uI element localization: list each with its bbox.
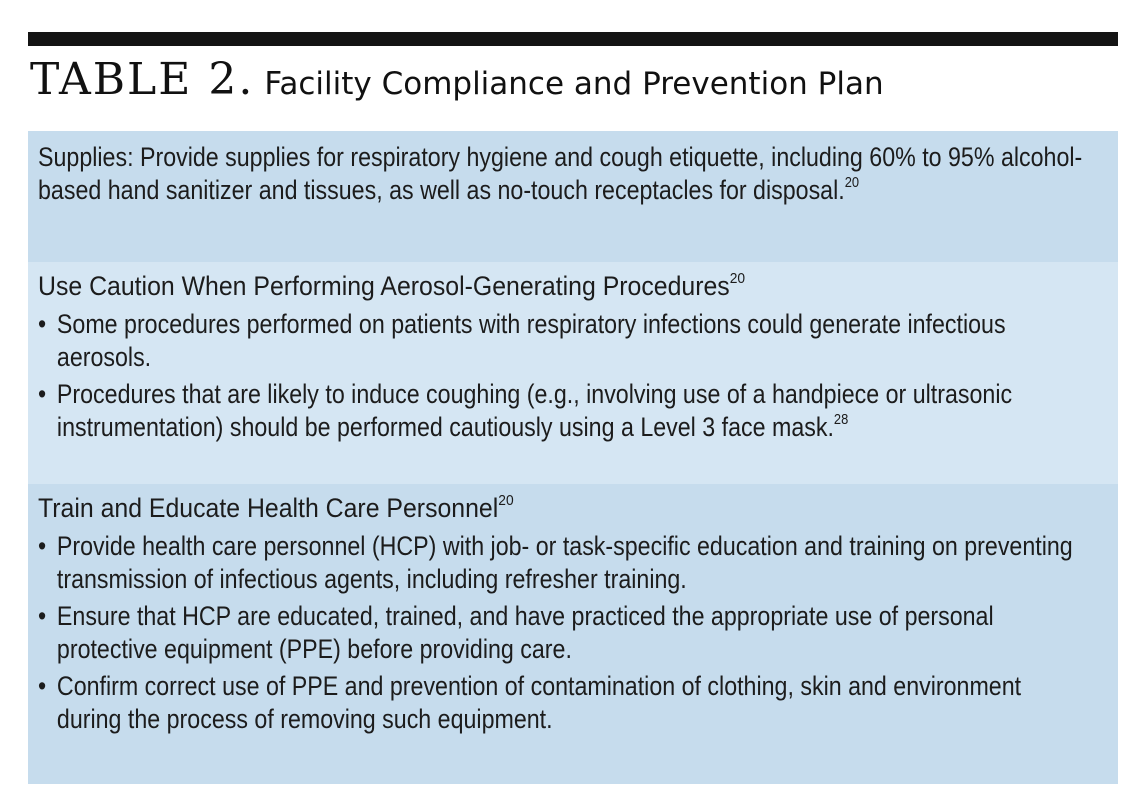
aerosol-bullet-list [38, 308, 1108, 444]
bullet-icon: • [38, 601, 47, 631]
bullet-text: Procedures that are likely to induce coughing (e.g., involving use of a handpiece or ultrasonic instrumentation) should be performed cautiously using a Level 3 face mask. [56, 379, 1013, 442]
bullet-text: Confirm correct use of PPE and prevention of contamination of clothing, skin and environment during the process of removing such equipment. [56, 671, 1022, 734]
training-heading-reference: 20 [498, 492, 514, 509]
list-item [38, 378, 1098, 444]
list-item [38, 308, 1089, 374]
list-item [38, 670, 1080, 736]
bullet-icon: • [38, 379, 47, 409]
training-heading [38, 490, 1105, 526]
section-aerosol [28, 262, 1118, 484]
table-number: TABLE 2. [30, 54, 255, 105]
aerosol-heading-text: Use Caution When Performing Aerosol-Generating Procedures [38, 271, 730, 301]
training-bullet-list [38, 530, 1108, 736]
bullet-text: Provide health care personnel (HCP) with job- or task-specific education and training on preventing transmission of infectious agents, including refresher training. [56, 531, 1073, 594]
aerosol-heading [38, 268, 1105, 304]
supplies-text: Provide supplies for respiratory hygiene and cough etiquette, including 60% to 95% alcohol-based hand sanitizer and tissues, as well as no-touch receptacles for disposal. [38, 142, 1083, 205]
top-rule [28, 32, 1118, 46]
bullet-reference: 28 [833, 411, 849, 428]
section-supplies [28, 131, 1118, 262]
aerosol-heading-reference: 20 [729, 270, 746, 287]
table-header [30, 54, 1115, 110]
list-item [38, 600, 1072, 666]
bullet-icon: • [38, 309, 47, 339]
bullet-icon: • [38, 531, 47, 561]
supplies-reference: 20 [844, 174, 860, 191]
section-training [28, 484, 1118, 784]
table-title: Facility Compliance and Prevention Plan [264, 66, 884, 102]
list-item [38, 530, 1123, 596]
bullet-text: Ensure that HCP are educated, trained, and have practiced the appropriate use of personal protective equipment (PPE) before providing care. [56, 601, 994, 664]
supplies-paragraph [38, 141, 1113, 207]
bullet-icon: • [38, 671, 47, 701]
bullet-text: Some procedures performed on patients with respiratory infections could generate infectious aerosols. [56, 309, 1006, 372]
supplies-lead: Supplies: [38, 142, 134, 172]
training-heading-text: Train and Educate Health Care Personnel [38, 493, 499, 523]
